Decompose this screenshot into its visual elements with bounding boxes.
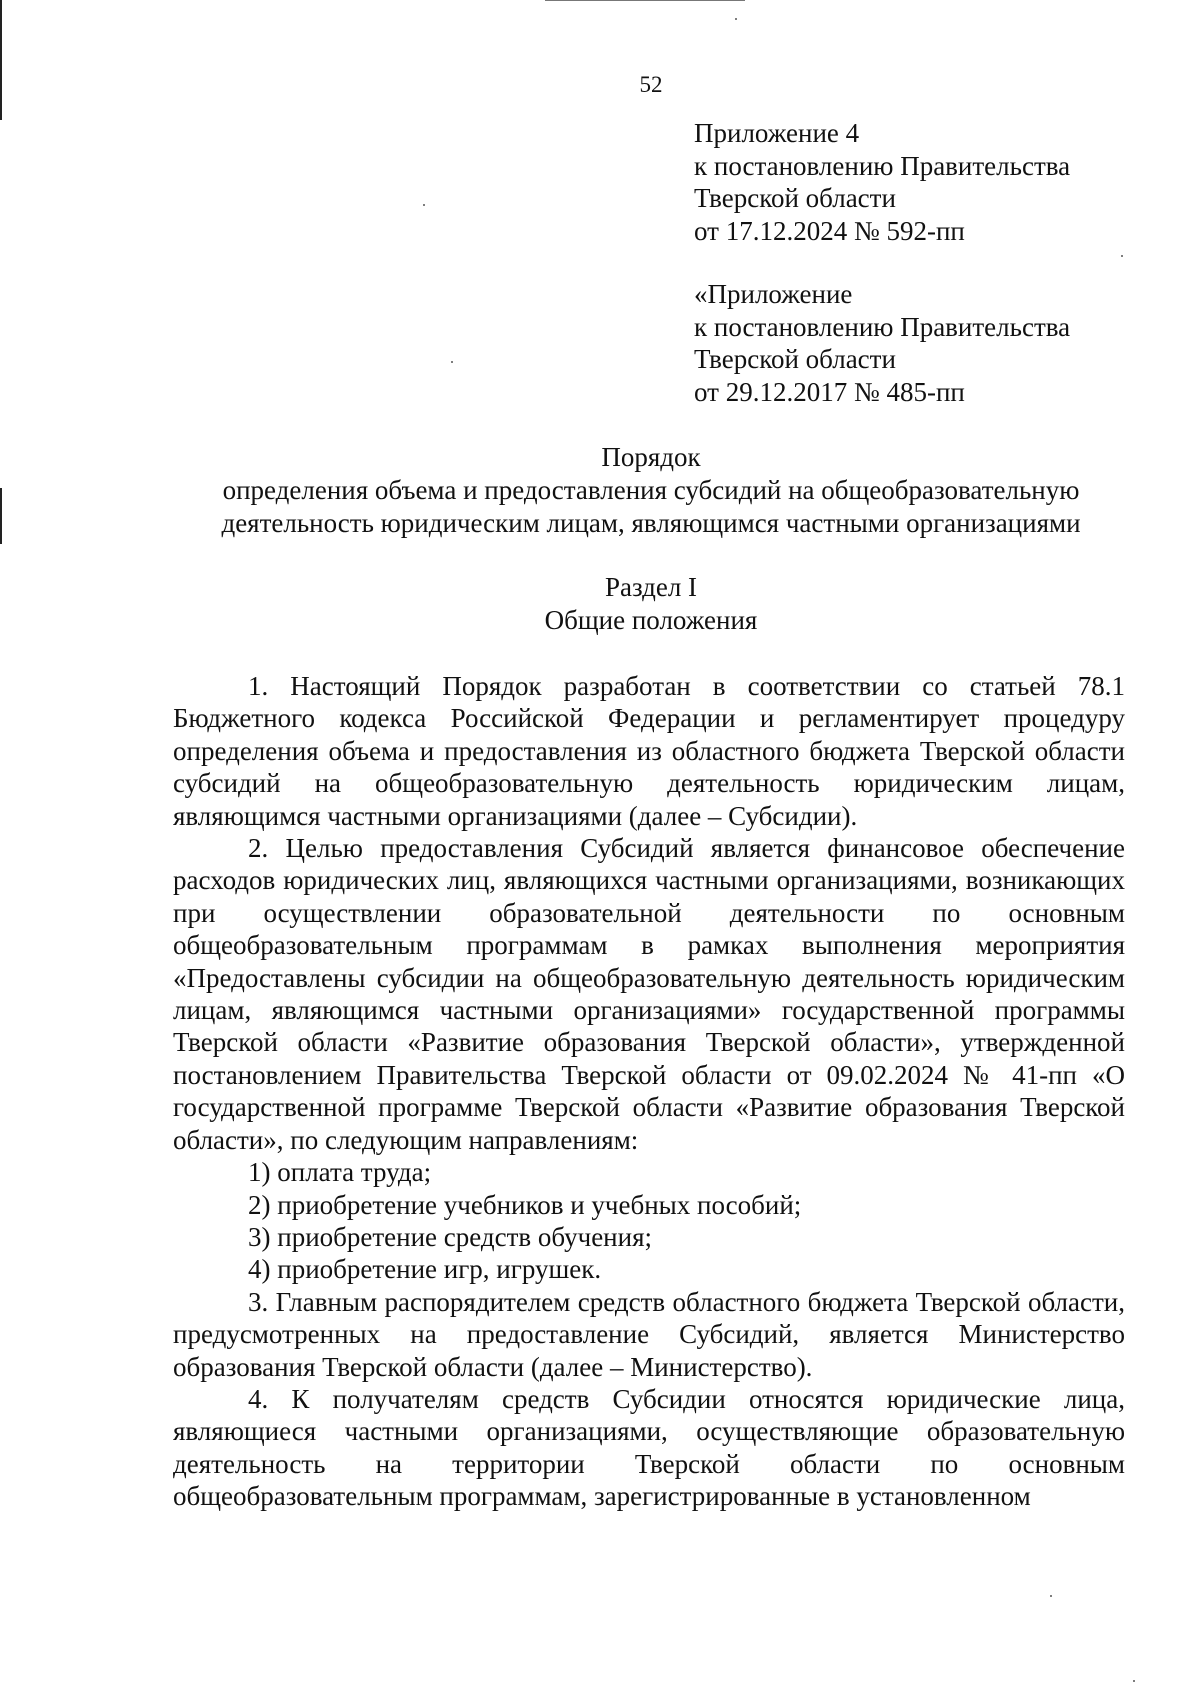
appendix-line: к постановлению Правительства	[694, 150, 1071, 181]
appendix-line: Тверской области	[694, 344, 896, 374]
paragraph: 3. Главным распорядителем средств областного бюджета Тверской области, предусмотренных на предоставление Субсидий, является Министерство образования Тверской области (далее – Министерство).	[173, 1286, 1125, 1382]
scan-speck	[423, 204, 425, 206]
appendix-line: от 17.12.2024 № 592-пп	[694, 215, 965, 246]
scan-top-smudge	[545, 0, 745, 1]
scan-speck	[451, 361, 453, 363]
section-number: Раздел I	[604, 572, 698, 602]
scan-speck	[1121, 255, 1123, 257]
list-item: 3) приобретение средств обучения;	[248, 1221, 652, 1252]
appendix-line: Приложение 4	[694, 118, 860, 148]
paragraph: 1. Настоящий Порядок разработан в соответствии со статьей 78.1 Бюджетного кодекса Российской Федерации и регламентирует процедуру определения объема и предоставления из областного бюджета Тверской области субсидий на общеобразовательную деятельность юридическим лицам, являющимся частными организациями (далее – Субсидии).	[173, 671, 1125, 831]
scan-speck	[735, 18, 737, 20]
list-item: 2) приобретение учебников и учебных пособий;	[248, 1189, 802, 1220]
list-item: 1) оплата труда;	[248, 1157, 432, 1188]
appendix-header-main	[694, 117, 1134, 247]
appendix-line: к постановлению Правительства	[694, 311, 1071, 342]
scan-speck	[1050, 1595, 1052, 1597]
paragraph: 4. К получателям средств Субсидии относятся юридические лица, являющиеся частными организациями, осуществляющие образовательную деятельность на территории Тверской области по основным общеобразовательным программам, зарегистрированные в установленном	[173, 1383, 1125, 1512]
document-body	[173, 670, 1125, 1513]
list-item: 4) приобретение игр, игрушек.	[248, 1254, 602, 1285]
title-line: определения объема и предоставления субсидий на общеобразовательную	[222, 475, 1080, 505]
section-heading	[0, 571, 1200, 637]
appendix-header-quoted	[694, 278, 1134, 408]
paragraph: 2. Целью предоставления Субсидий является финансовое обеспечение расходов юридических лиц, являющихся частными организациями, возникающих при осуществлении образовательной деятельности по основным общеобразовательным программам в рамках выполнения мероприятия «Предоставлены субсидии на общеобразовательную деятельность юридическим лицам, являющимся частными организациями» государственной программы Тверской области «Развитие образования Тверской области», утвержденной постановлением Правительства Тверской области от 09.02.2024 № 41-пп «О государственной программе Тверской области «Развитие образования Тверской области», по следующим направлениям:	[173, 833, 1125, 1155]
appendix-line: «Приложение	[694, 279, 853, 309]
document-title	[0, 441, 1200, 540]
scan-speck	[1133, 1680, 1135, 1682]
appendix-line: Тверской области	[694, 183, 896, 213]
appendix-line: от 29.12.2017 № 485-пп	[694, 376, 965, 407]
section-name: Общие положения	[544, 605, 758, 635]
page-number: 52	[639, 72, 663, 97]
title-line: деятельность юридическим лицам, являющимся частными организациями	[221, 508, 1081, 538]
scan-edge-mark	[0, 0, 2, 120]
title-heading: Порядок	[601, 442, 701, 472]
